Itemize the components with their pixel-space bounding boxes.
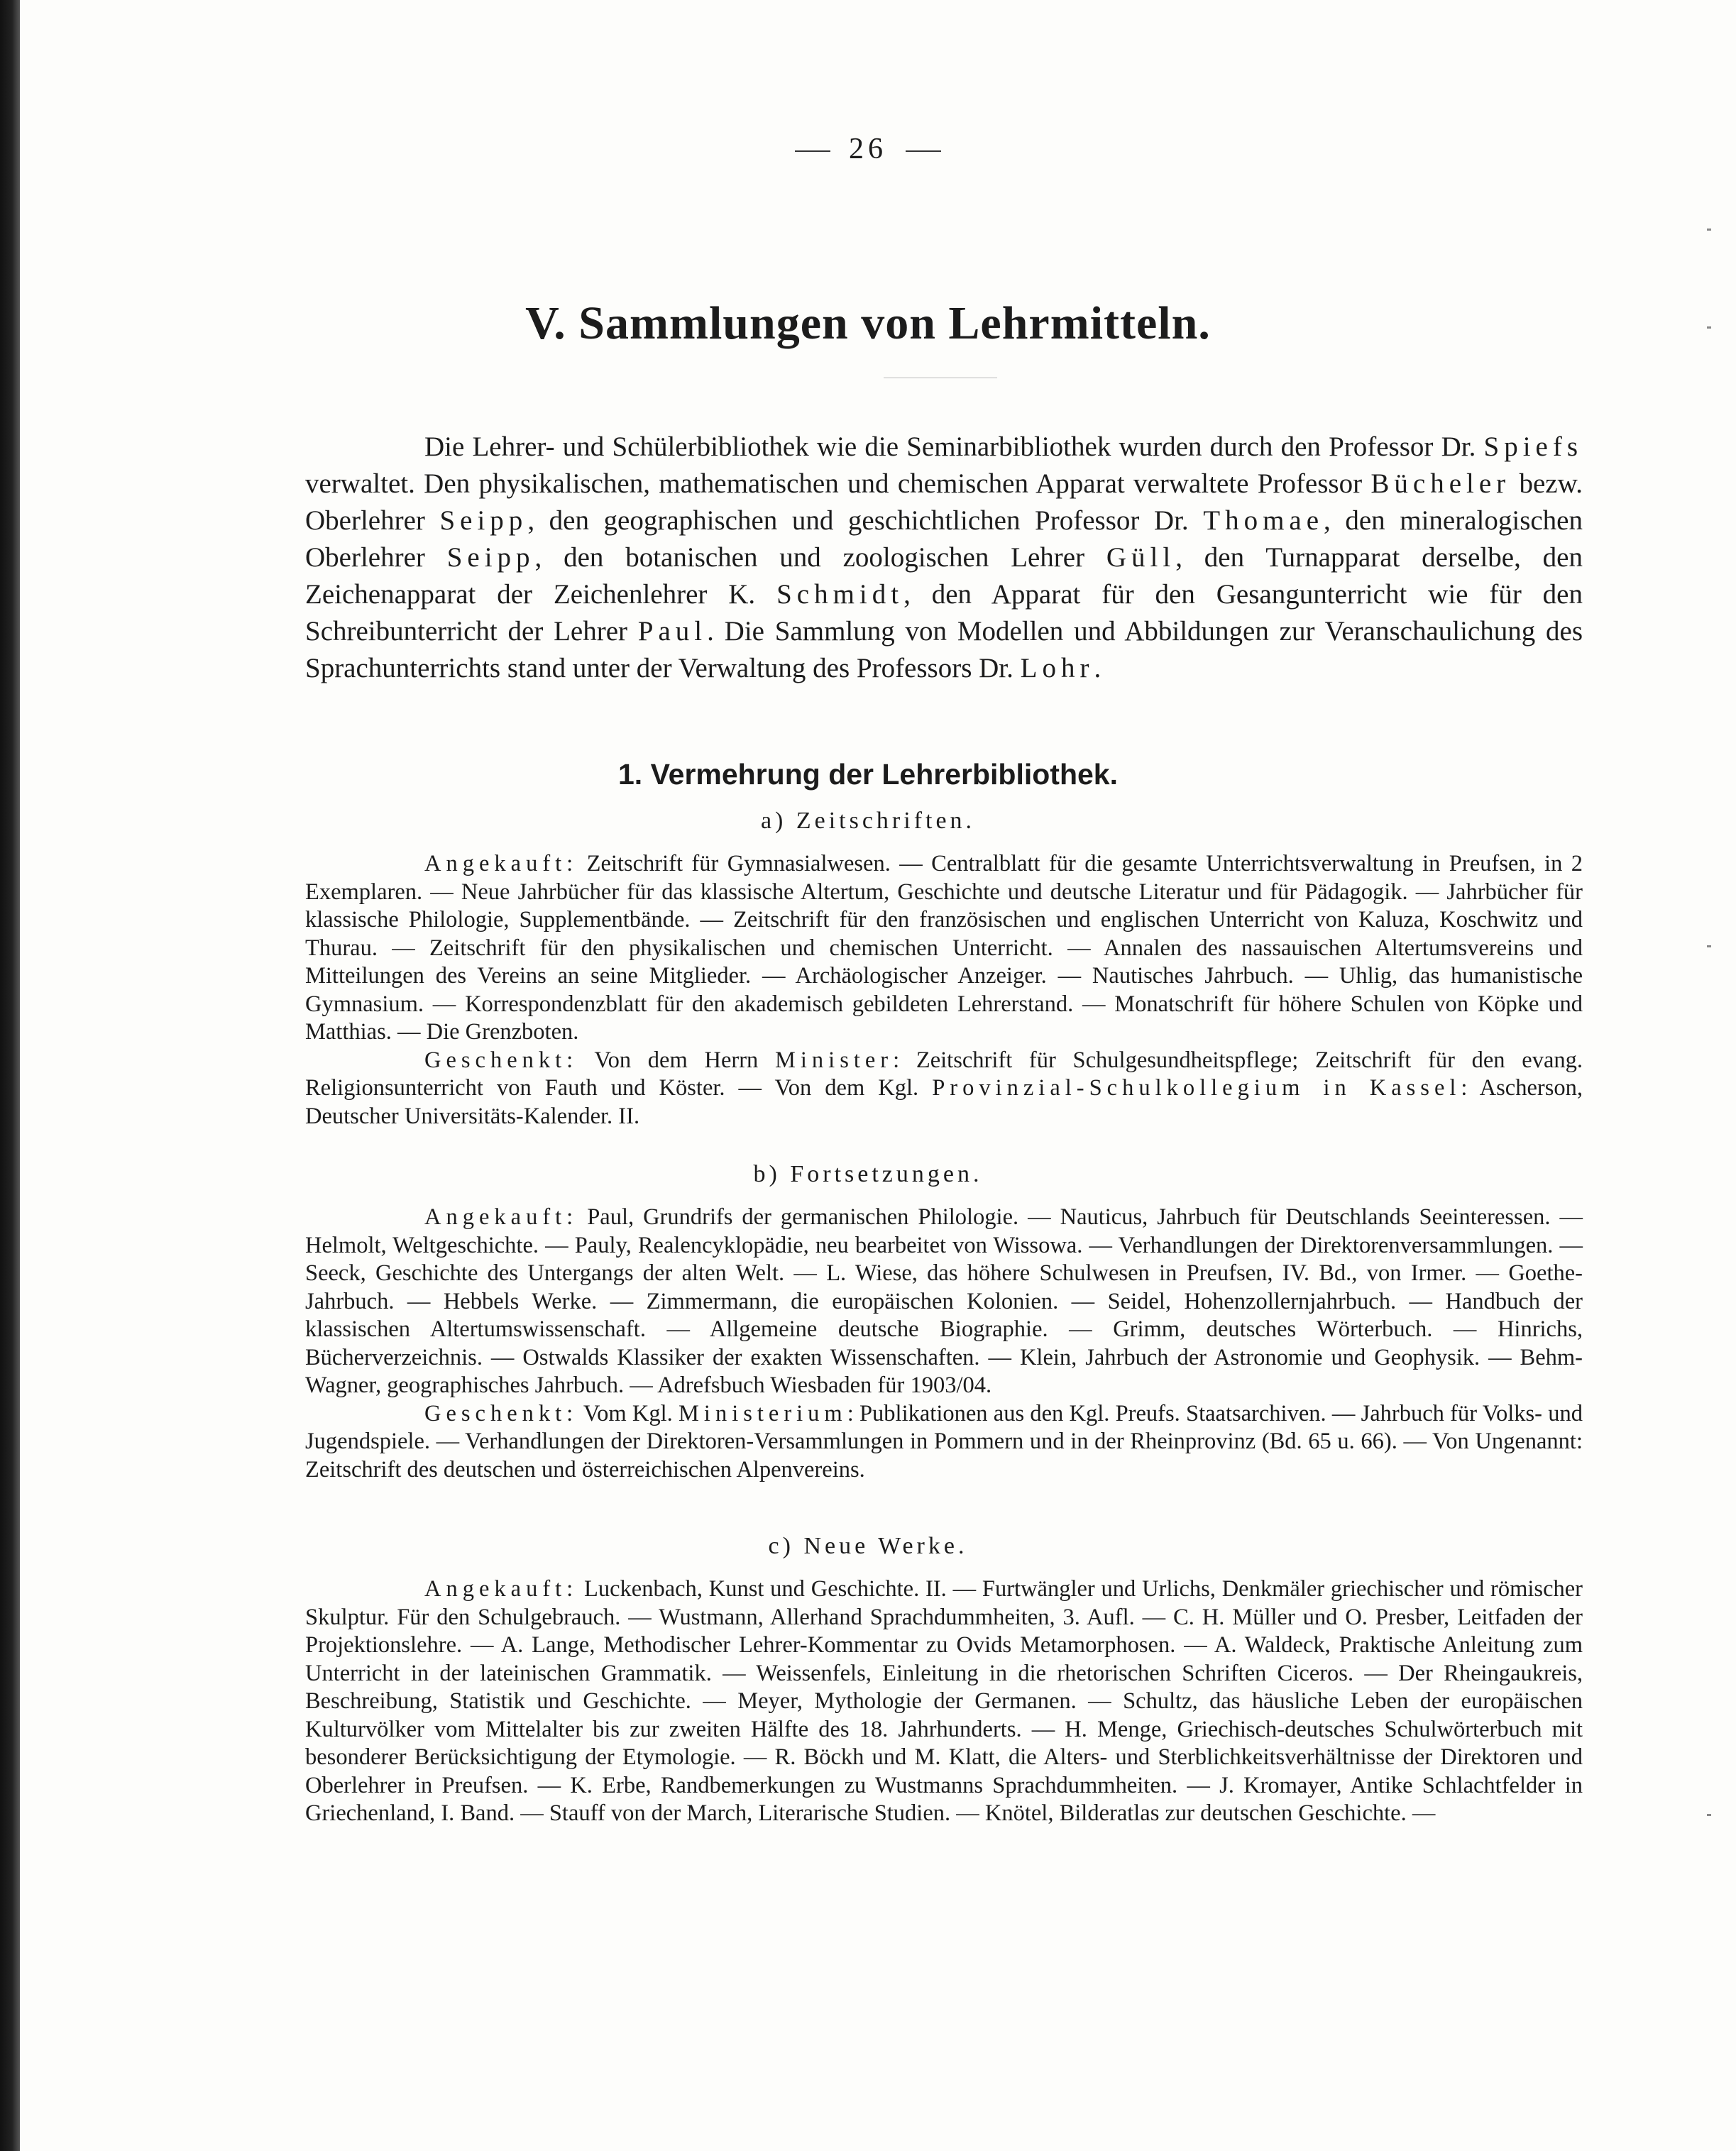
entry-text: : Ascherson, Deutscher Universitäts-Kalender. II. [305,1075,1583,1129]
intro-text: , den botanischen und zoologischen Lehrer [534,542,1106,573]
entry-spaced-name: Angekauft: [424,1204,578,1230]
entry-spaced-name: Angekauft: [424,1576,578,1602]
scan-artifact [1707,945,1711,947]
intro-paragraph [305,429,1583,687]
entry-text: Paul, Grundrifs der germanischen Philologie. — Nauticus, Jahrbuch für Deutschlands Seeinteressen. — Helmolt, Weltgeschichte. — Pauly, Realencyklopädie, neu bearbeitet von Wissowa. — Verhandlungen der Direktorenversammlungen. — Seeck, Geschichte des Untergangs der alten Welt. — L. Wiese, das höhere Schulwesen in Preufsen, IV. Bd., von Irmer. — Goethe-Jahrbuch. — Hebbels Werke. — Zimmermann, die europäischen Kolonien. — Seidel, Hohenzollernjahrbuch. — Handbuch der klassischen Altertumswissenschaft. — Allgemeine deutsche Biographie. — Grimm, deutsches Wörterbuch. — Hinrichs, Bücherverzeichnis. — Ostwalds Klassiker der exakten Wissenschaften. — Klein, Jahrbuch der Astronomie und Geophysik. — Behm-Wagner, geographisches Jahrbuch. — Adrefsbuch Wiesbaden für 1903/04. [305,1204,1583,1398]
entry-text: : Zeitschrift für Schulgesundheitspflege; Zeitschrift für den evang. Religionsunterricht von Fauth und Köster. — Von dem Kgl. [305,1047,1583,1101]
entry-text: : Publikationen aus den Kgl. Preufs. Staatsarchiven. — Jahrbuch für Volks- und Jugendspiele. — Verhandlungen der Direktoren-Versammlungen in Pommern und in der Rheinprovinz (Bd. 65 u. 66). — Von Ungenannt: Zeitschrift des deutschen und österreichischen Alpenvereins. [305,1400,1583,1482]
subsection-body-a [305,850,1583,1130]
scan-artifact [1707,229,1711,231]
entry-spaced-name: Provinzial-Schulkollegium in Kassel [932,1075,1461,1101]
list-paragraph [305,1047,1583,1131]
intro-text: , den Turnapparat derselbe, den Zeichenapparat der Zeichenlehrer K. [305,542,1583,610]
intro-text: verwaltet. Den physikalischen, mathematischen und chemischen Apparat verwaltete Professor [305,468,1371,499]
page-number: 26 [0,132,1736,166]
list-paragraph [305,1204,1583,1400]
list-paragraph [305,1400,1583,1485]
entry-spaced-name: Geschenkt: [424,1400,578,1426]
intro-text: , den mineralogischen Oberlehrer [305,505,1583,573]
entry-spaced-name: Minister [774,1047,894,1073]
intro-spaced-name: Spiefs [1483,431,1583,462]
intro-spaced-name: Seipp [446,542,535,573]
intro-spaced-name: Lohr [1020,653,1094,683]
intro-spaced-name: Schmidt [776,579,904,610]
scan-artifact [1707,1814,1711,1816]
intro-text: , den Apparat für den Gesangunterricht wie für den Schreibunterricht der Lehrer [305,579,1583,647]
intro-spaced-name: Güll [1106,542,1176,573]
list-paragraph [305,1575,1583,1828]
subsection-heading-b: b) Fortsetzungen. [753,1161,983,1187]
subsection-body-b [305,1204,1583,1484]
intro-spaced-name: Bücheler [1370,468,1511,499]
intro-text: Die Lehrer- und Schülerbibliothek wie die Seminarbibliothek wurden durch den Professor Dr. [424,431,1484,462]
entry-text: Von dem Herrn [578,1047,775,1073]
subsection-body-c [305,1575,1583,1828]
intro-text: . [1094,653,1102,683]
entry-text: Luckenbach, Kunst und Geschichte. II. — Furtwängler und Urlichs, Denkmäler griechischer und römischer Skulptur. Für den Schulgebrauch. — Wustmann, Allerhand Sprachdummheiten, 3. Aufl. — C. H. Müller und O. Presber, Leitfaden der Projektionslehre. — A. Lange, Methodischer Lehrer-Kommentar zu Ovids Metamorphosen. — A. Waldeck, Praktische Anleitung zum Unterricht in der lateinischen Grammatik. — Weissenfels, Einleitung in die rhetorischen Schriften Ciceros. — Der Rheingaukreis, Beschreibung, Statistik und Geschichte. — Meyer, Mythologie der Germanen. — Schultz, das häusliche Leben der europäischen Kulturvölker vom Mittelalter bis zur zweiten Hälfte des 18. Jahrhunderts. — H. Menge, Griechisch-deutsches Schulwörterbuch mit besonderer Berücksichtigung der Etymologie. — R. Böckh und M. Klatt, die Alters- und Sterblichkeitsverhältnisse der Direktoren und Oberlehrer in Preufsen. — K. Erbe, Randbemerkungen zu Wustmanns Sprachdummheiten. — J. Kromayer, Antike Schlachtfelder in Griechenland, I. Band. — Stauff von der March, Literarische Studien. — Knötel, Bilderatlas zur deutschen Geschichte. — [305,1576,1583,1826]
subsection-heading-a: a) Zeitschriften. [760,808,976,834]
intro-spaced-name: Paul [637,616,708,647]
entry-text: Vom Kgl. [578,1400,679,1426]
subsection-heading-c: c) Neue Werke. [768,1533,968,1559]
intro-spaced-name: Seipp [439,505,528,536]
intro-text: bezw. Oberlehrer [305,468,1583,536]
intro-text: , den geographischen und geschichtlichen Professor Dr. [527,505,1204,536]
entry-text: Zeitschrift für Gymnasialwesen. — Centralblatt für die gesamte Unterrichtsverwaltung in Preufsen, in 2 Exemplaren. — Neue Jahrbücher für das klassische Altertum, Geschichte und deutsche Literatur und für Pädagogik. — Jahrbücher für klassische Philologie, Supplementbände. — Zeitschrift für den französischen und englischen Unterricht von Kaluza, Koschwitz und Thurau. — Zeitschrift für den physikalischen und chemischen Unterricht. — Annalen des nassauischen Altertumsvereins und Mitteilungen des Vereins an seine Mitglieder. — Archäologischer Anzeiger. — Nautisches Jahrbuch. — Uhlig, das humanistische Gymnasium. — Korrespondenzblatt für den akademisch gebildeten Lehrerstand. — Monatschrift für höhere Schulen von Köpke und Matthias. — Die Grenzboten. [305,851,1583,1045]
entry-spaced-name: Angekauft: [424,851,578,876]
entry-spaced-name: Ministerium [679,1400,847,1426]
page-title: V. Sammlungen von Lehrmitteln. [525,297,1211,349]
intro-text: . Die Sammlung von Modellen und Abbildungen zur Veranschaulichung des Sprachunterrichts stand unter der Verwaltung des Professors Dr. [305,616,1583,683]
list-paragraph [305,850,1583,1047]
scan-artifact [1707,326,1711,329]
intro-text [305,429,1583,687]
intro-spaced-name: Thomae [1203,505,1324,536]
entry-spaced-name: Geschenkt: [424,1047,578,1073]
section-heading: 1. Vermehrung der Lehrerbibliothek. [617,758,1118,791]
